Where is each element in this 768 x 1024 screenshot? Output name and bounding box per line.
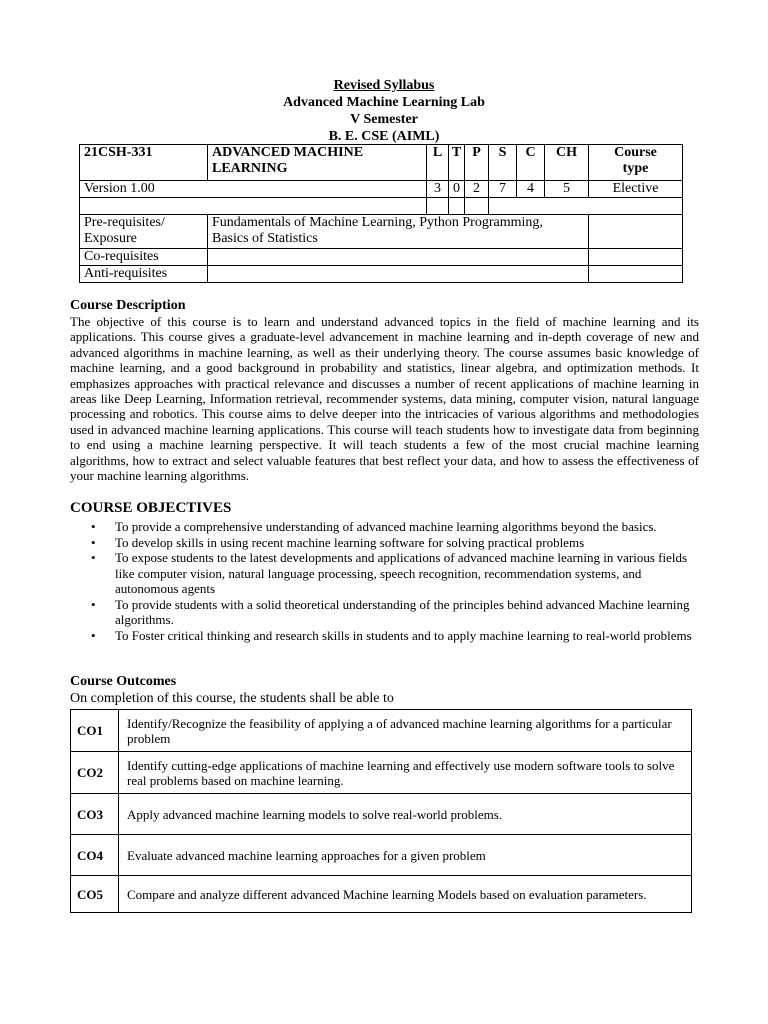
header-s: S xyxy=(489,145,517,181)
antireq-label: Anti-requisites xyxy=(80,266,208,283)
course-title: ADVANCED MACHINE LEARNING xyxy=(208,145,427,181)
header-p: P xyxy=(465,145,489,181)
value-p: 2 xyxy=(465,181,489,198)
empty-cell xyxy=(489,198,683,215)
co-text: Apply advanced machine learning models to solve real-world problems. xyxy=(119,794,692,835)
header-c: C xyxy=(517,145,545,181)
bullet-icon: • xyxy=(91,627,96,643)
empty-cell xyxy=(80,198,427,215)
program-title: B. E. CSE (AIML) xyxy=(328,129,440,144)
prereq-value: Fundamentals of Machine Learning, Python Programming, Basics of Statistics xyxy=(208,215,589,249)
header-course-type: Course type xyxy=(589,145,683,181)
value-c: 4 xyxy=(517,181,545,198)
header-l: L xyxy=(427,145,449,181)
table-row xyxy=(71,710,692,752)
course-description-title: Course Description xyxy=(70,298,186,313)
value-s: 7 xyxy=(489,181,517,198)
co-text: Identify/Recognize the feasibility of applying a of advanced machine learning algorithms for a particular problem xyxy=(119,710,692,752)
course-description-text: The objective of this course is to learn and understand advanced topics in the field of machine learning and its applications. This course gives a graduate-level advancement in machine learning and in-depth coverage of new and advanced algorithms in machine learning, as well as their underlying theory. The course assumes basic knowledge of machine learning, and a good background in probability and statistics, linear algebra, and optimization methods. It emphasizes approaches with practical relevance and discusses a number of recent applications of machine learning in areas like Deep Learning, Information retrieval, recommender systems, data mining, computer vision, natural language processing and robotics. This course aims to delve deeper into the intricacies of various algorithms and methodologies used in advanced machine learning applications. This course will teach students how to investigate data from beginning to end using a machine learning perspective. It will teach students a few of the most crucial machine learning algorithms, how to extract and select valuable features that best reflect your data, and how to assess the effectiveness of your machine learning algorithms. xyxy=(70,314,699,484)
co-code: CO4 xyxy=(71,835,119,876)
course-outcomes-table xyxy=(70,709,692,913)
co-text: Evaluate advanced machine learning approaches for a given problem xyxy=(119,835,692,876)
course-objectives-title: COURSE OBJECTIVES xyxy=(70,500,232,516)
co-text: Compare and analyze different advanced Machine learning Models based on evaluation parameters. xyxy=(119,876,692,913)
bullet-icon: • xyxy=(91,596,96,612)
header-ch: CH xyxy=(545,145,589,181)
value-l: 3 xyxy=(427,181,449,198)
value-ch: 5 xyxy=(545,181,589,198)
revised-syllabus-title: Revised Syllabus xyxy=(333,78,435,93)
value-t: 0 xyxy=(449,181,465,198)
version-label: Version 1.00 xyxy=(80,181,427,198)
co-code: CO2 xyxy=(71,752,119,794)
co-code: CO3 xyxy=(71,794,119,835)
bullet-icon: • xyxy=(91,519,96,534)
course-info-table xyxy=(79,144,683,283)
objective-item: • To develop skills in using recent machine learning software for solving practical problems xyxy=(91,534,585,550)
co-code: CO1 xyxy=(71,710,119,752)
table-row xyxy=(71,752,692,794)
course-code: 21CSH-331 xyxy=(80,145,208,181)
bullet-icon: • xyxy=(91,534,96,550)
co-text: Identify cutting-edge applications of machine learning and effectively use modern software tools to solve real problems based on machine learning. xyxy=(119,752,692,794)
co-code: CO5 xyxy=(71,876,119,913)
semester-title: V Semester xyxy=(350,112,418,127)
table-row xyxy=(71,835,692,876)
course-objectives-list xyxy=(70,519,700,643)
table-row xyxy=(71,876,692,913)
objective-item: • To provide a comprehensive understanding of advanced machine learning algorithms beyond the basics. xyxy=(91,519,657,534)
course-outcomes-title: Course Outcomes xyxy=(70,674,177,689)
coreq-label: Co-requisites xyxy=(80,249,208,266)
value-course-type: Elective xyxy=(589,181,683,198)
bullet-icon: • xyxy=(91,550,96,565)
course-outcomes-intro: On completion of this course, the students shall be able to xyxy=(70,691,394,706)
header-t: T xyxy=(449,145,465,181)
prereq-label: Pre-requisites/ Exposure xyxy=(80,215,208,249)
objective-item: • To expose students to the latest developments and applications of advanced machine learning in various fields like computer vision, natural language processing, speech recognition, recommendation systems, and autonomous agents xyxy=(91,550,688,596)
objective-item: • To Foster critical thinking and research skills in students and to apply machine learning to real-world problems xyxy=(91,627,692,643)
table-row xyxy=(71,794,692,835)
objective-item: • To provide students with a solid theoretical understanding of the principles behind advanced Machine learning algorithms. xyxy=(91,596,690,627)
document-header xyxy=(0,77,768,145)
course-lab-title: Advanced Machine Learning Lab xyxy=(283,95,485,110)
